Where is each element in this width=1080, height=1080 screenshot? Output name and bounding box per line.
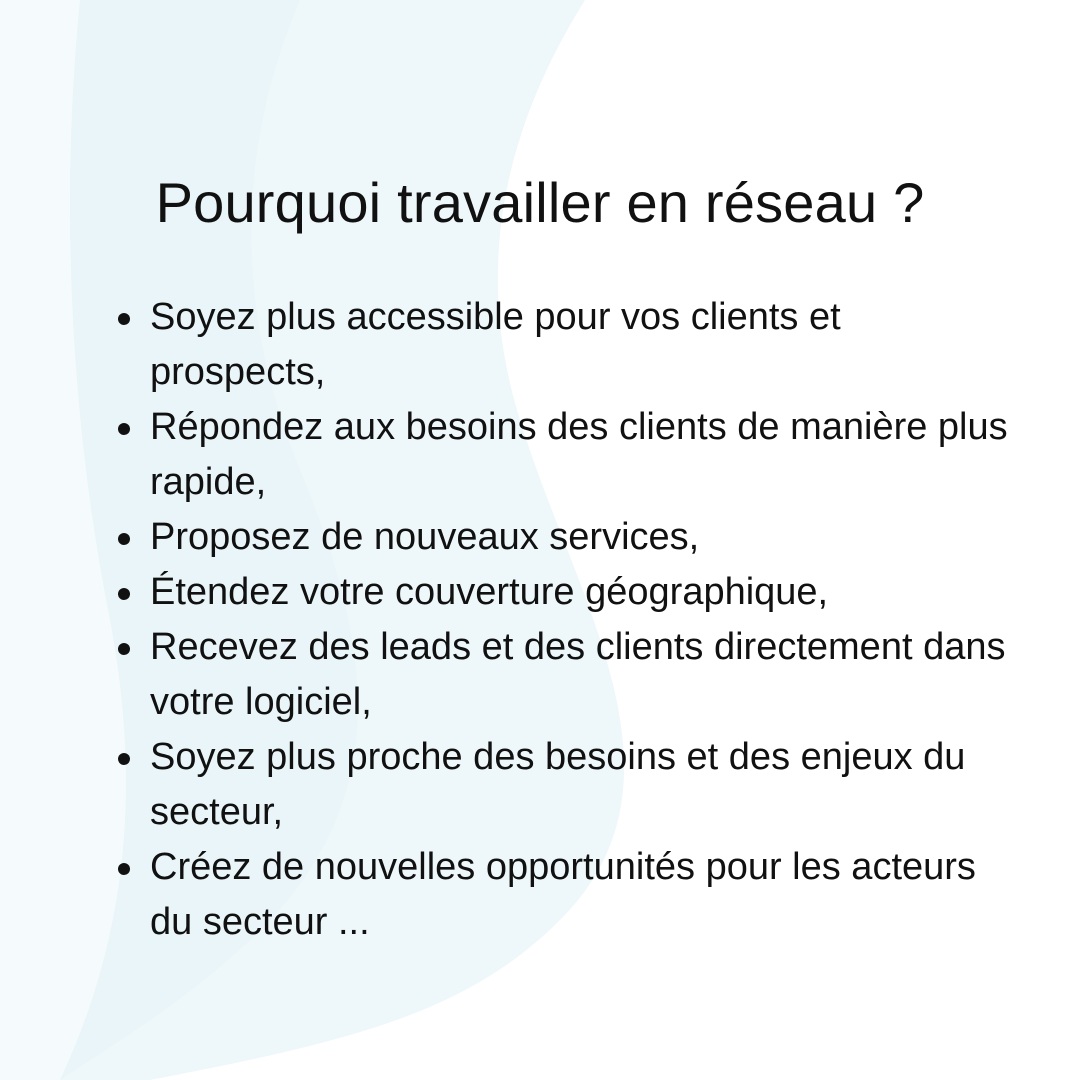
bullet-icon	[118, 533, 130, 545]
bullet-icon	[118, 753, 130, 765]
benefits-list	[112, 290, 1012, 950]
list-item-text: Soyez plus proche des besoins et des enjeux du secteur,	[150, 736, 966, 833]
list-item-text: Créez de nouvelles opportunités pour les acteurs du secteur ...	[150, 846, 976, 943]
bullet-icon	[118, 643, 130, 655]
list-item	[112, 290, 1012, 400]
list-item-text: Recevez des leads et des clients directement dans votre logiciel,	[150, 626, 1006, 723]
page-title: Pourquoi travailler en réseau ?	[155, 171, 925, 234]
bullet-icon	[118, 313, 130, 325]
list-item	[112, 510, 1012, 565]
list-item	[112, 565, 1012, 620]
list-item	[112, 730, 1012, 840]
list-item	[112, 620, 1012, 730]
list-item-text: Soyez plus accessible pour vos clients et prospects,	[150, 296, 841, 393]
list-item	[112, 840, 1012, 950]
bullet-icon	[118, 863, 130, 875]
bullet-icon	[118, 588, 130, 600]
bullet-icon	[118, 423, 130, 435]
list-item-text: Proposez de nouveaux services,	[150, 516, 700, 558]
list-item-text: Répondez aux besoins des clients de manière plus rapide,	[150, 406, 1008, 503]
list-item	[112, 400, 1012, 510]
list-item-text: Étendez votre couverture géographique,	[150, 571, 829, 613]
